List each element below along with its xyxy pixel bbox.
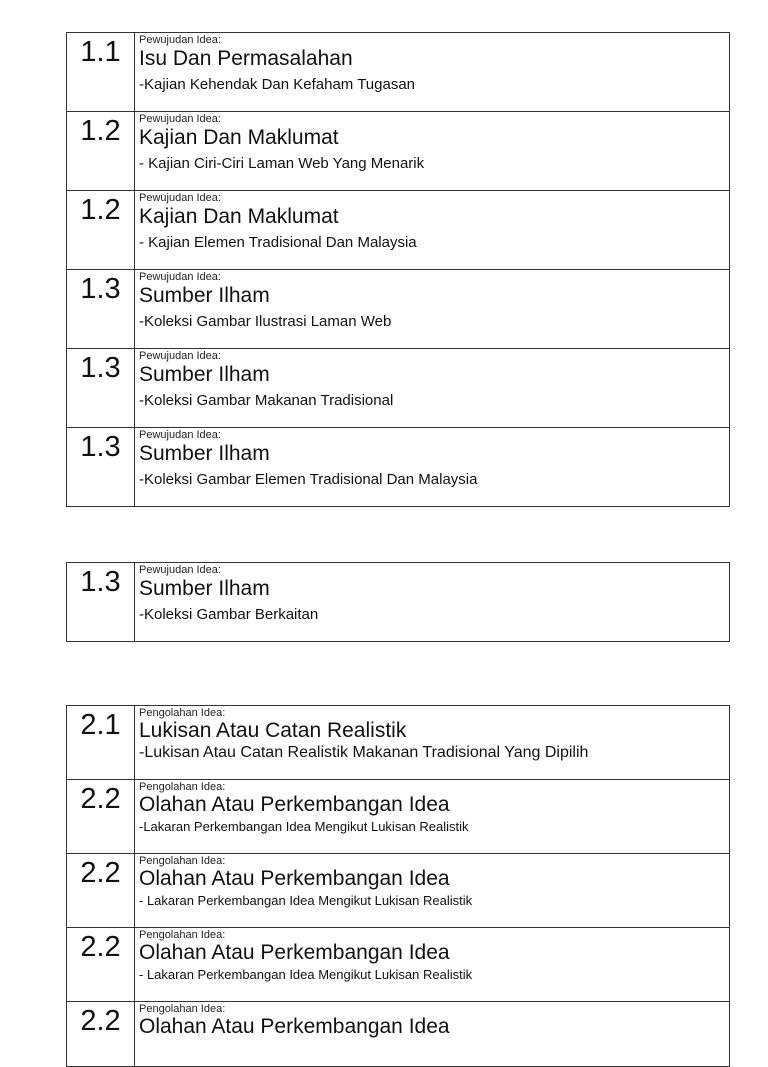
row-number: 1.3 (67, 349, 135, 428)
idea-table-1 (66, 32, 730, 507)
row-label: Pewujudan Idea: (139, 564, 221, 576)
table-row (67, 854, 730, 928)
idea-table-2 (66, 562, 730, 642)
row-description: -Kajian Kehendak Dan Kefaham Tugasan (139, 76, 416, 93)
row-description: - Kajian Elemen Tradisional Dan Malaysia (139, 234, 417, 251)
table-row (67, 191, 730, 270)
row-number: 2.2 (67, 928, 135, 1002)
row-number: 2.2 (67, 1002, 135, 1067)
row-content (135, 33, 730, 112)
table-row (67, 780, 730, 854)
row-content (135, 780, 730, 854)
row-description: -Koleksi Gambar Makanan Tradisional (139, 392, 394, 409)
row-title: Kajian Dan Maklumat (139, 205, 339, 228)
row-number: 2.2 (67, 780, 135, 854)
row-title: Sumber Ilham (139, 577, 270, 600)
row-label: Pewujudan Idea: (139, 192, 221, 204)
table-row (67, 270, 730, 349)
idea-table-3 (66, 705, 730, 1067)
row-description: -Lukisan Atau Catan Realistik Makanan Tradisional Yang Dipilih (139, 744, 589, 761)
row-title: Olahan Atau Perkembangan Idea (139, 867, 450, 890)
row-content (135, 706, 730, 780)
row-description: -Koleksi Gambar Berkaitan (139, 606, 319, 623)
table-row (67, 33, 730, 112)
row-label: Pewujudan Idea: (139, 34, 221, 46)
row-description: -Lakaran Perkembangan Idea Mengikut Lukisan Realistik (139, 819, 469, 834)
row-description: -Koleksi Gambar Elemen Tradisional Dan Malaysia (139, 471, 478, 488)
row-title: Sumber Ilham (139, 284, 270, 307)
table-row (67, 349, 730, 428)
row-content (135, 349, 730, 428)
row-number: 1.1 (67, 33, 135, 112)
row-description: - Lakaran Perkembangan Idea Mengikut Lukisan Realistik (139, 893, 473, 908)
row-number: 1.2 (67, 112, 135, 191)
row-label: Pewujudan Idea: (139, 271, 221, 283)
row-content (135, 563, 730, 642)
row-number: 1.2 (67, 191, 135, 270)
row-label: Pengolahan Idea: (139, 929, 226, 941)
table-row (67, 928, 730, 1002)
row-title: Lukisan Atau Catan Realistik (139, 719, 407, 742)
row-content (135, 854, 730, 928)
row-content (135, 928, 730, 1002)
row-content (135, 191, 730, 270)
row-label: Pengolahan Idea: (139, 707, 226, 719)
row-number: 2.2 (67, 854, 135, 928)
row-number: 1.3 (67, 563, 135, 642)
row-content (135, 270, 730, 349)
table-row (67, 706, 730, 780)
row-title: Olahan Atau Perkembangan Idea (139, 941, 450, 964)
row-label: Pengolahan Idea: (139, 1003, 226, 1015)
row-title: Sumber Ilham (139, 363, 270, 386)
row-title: Olahan Atau Perkembangan Idea (139, 1015, 450, 1038)
table-row (67, 563, 730, 642)
row-number: 1.3 (67, 428, 135, 507)
row-title: Isu Dan Permasalahan (139, 47, 353, 70)
row-label: Pengolahan Idea: (139, 781, 226, 793)
row-title: Kajian Dan Maklumat (139, 126, 339, 149)
row-description: - Kajian Ciri-Ciri Laman Web Yang Menarik (139, 155, 425, 172)
row-label: Pengolahan Idea: (139, 855, 226, 867)
row-content (135, 428, 730, 507)
row-description: -Koleksi Gambar Ilustrasi Laman Web (139, 313, 392, 330)
table-row (67, 428, 730, 507)
row-label: Pewujudan Idea: (139, 429, 221, 441)
row-title: Sumber Ilham (139, 442, 270, 465)
table-row (67, 112, 730, 191)
row-content (135, 1002, 730, 1067)
row-description: - Lakaran Perkembangan Idea Mengikut Lukisan Realistik (139, 967, 473, 982)
table-row (67, 1002, 730, 1067)
row-content (135, 112, 730, 191)
row-title: Olahan Atau Perkembangan Idea (139, 793, 450, 816)
row-label: Pewujudan Idea: (139, 350, 221, 362)
row-number: 2.1 (67, 706, 135, 780)
row-number: 1.3 (67, 270, 135, 349)
row-label: Pewujudan Idea: (139, 113, 221, 125)
